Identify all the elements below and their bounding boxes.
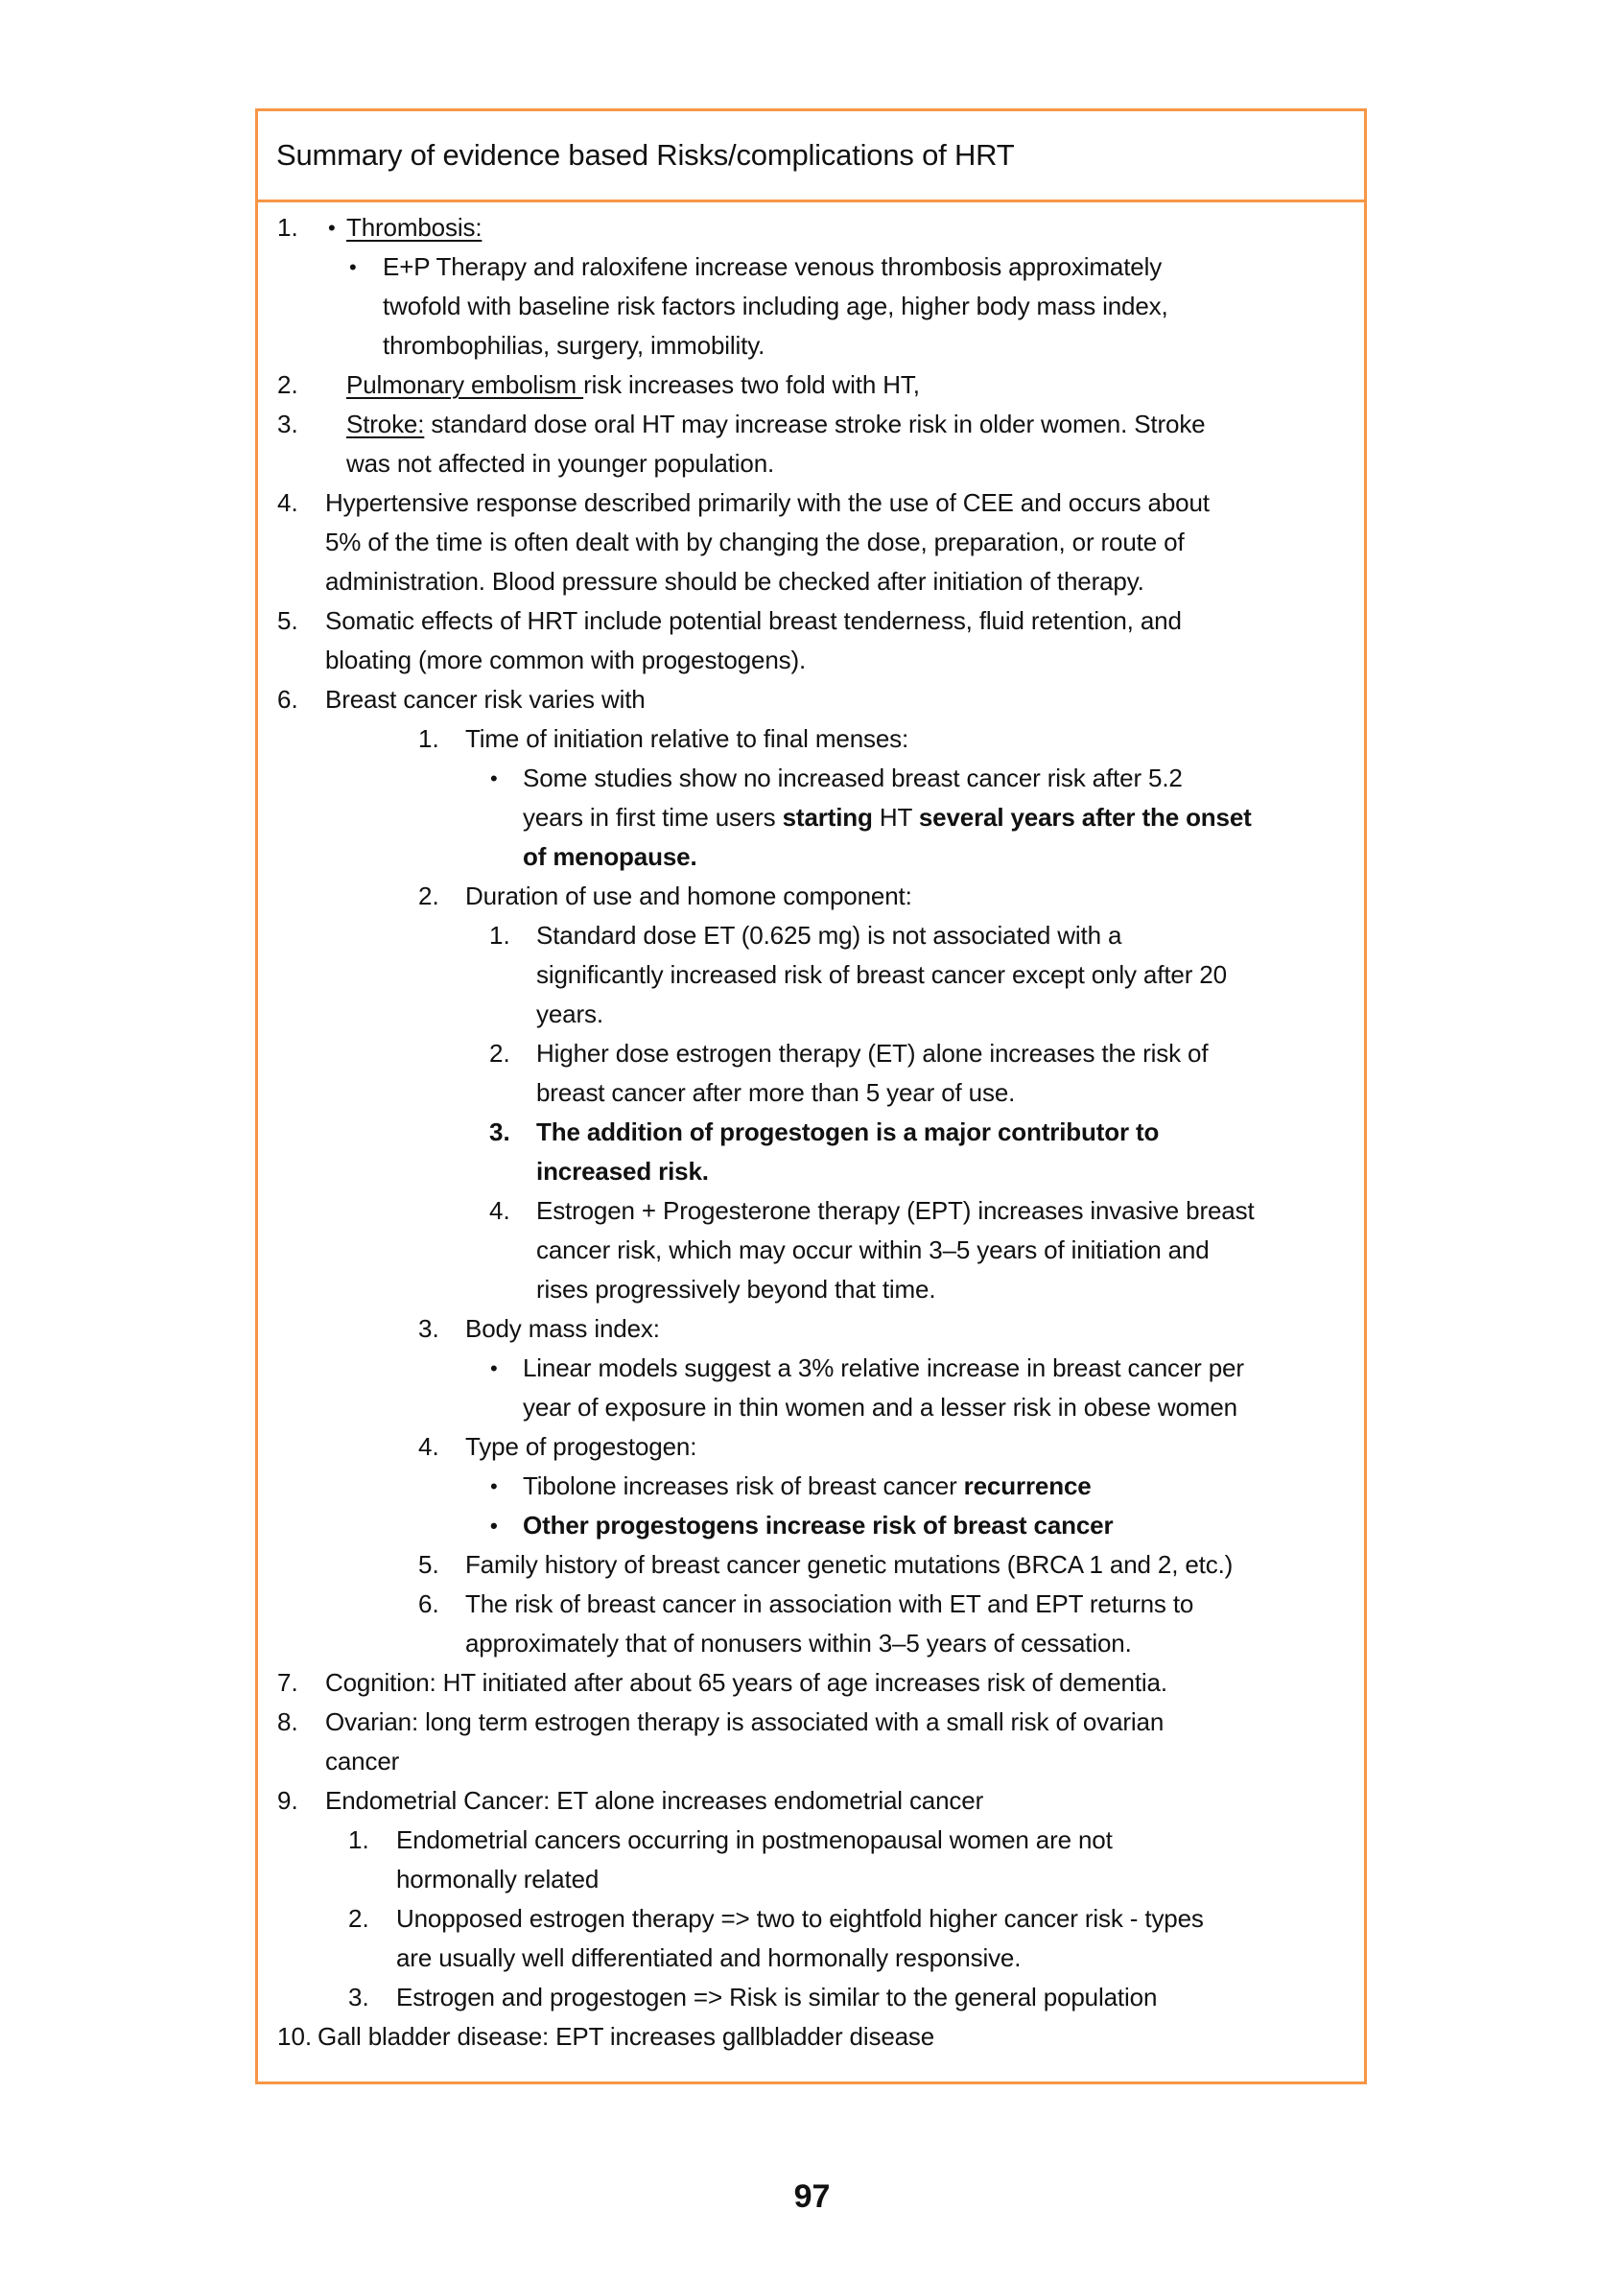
summary-box — [255, 108, 1367, 2084]
item-text: cancer — [325, 1747, 400, 1775]
item-heading: Stroke: — [346, 410, 425, 438]
item-text: rises progressively beyond that time. — [536, 1275, 936, 1304]
item-number: 3. — [348, 1983, 369, 2011]
bold-text-run: starting — [782, 803, 873, 832]
item-text — [523, 1467, 1092, 1506]
item-text: Estrogen + Progesterone therapy (EPT) increases invasive breast — [536, 1196, 1255, 1225]
bullet-icon: • — [349, 255, 357, 279]
item-heading: Thrombosis: — [346, 213, 482, 242]
item-text: years. — [536, 999, 603, 1028]
bullet-icon: • — [490, 1356, 498, 1380]
text-run: years in first time users — [523, 803, 783, 832]
item-text — [346, 405, 1205, 444]
bullet-icon: • — [490, 766, 498, 790]
item-text: are usually well differentiated and hormonally responsive. — [396, 1943, 1022, 1972]
item-number: 3. — [418, 1314, 439, 1343]
item-text: cancer risk, which may occur within 3–5 years of initiation and — [536, 1235, 1210, 1264]
item-text: thrombophilias, surgery, immobility. — [383, 331, 765, 360]
bullet-icon: • — [328, 216, 336, 240]
item-number: 1. — [418, 724, 439, 753]
item-text: Breast cancer risk varies with — [325, 685, 646, 714]
item-number: 4. — [277, 488, 298, 517]
item-number: 3. — [277, 410, 298, 438]
bullet-icon: • — [490, 1474, 498, 1498]
item-number: 8. — [277, 1707, 298, 1736]
item-number: 2. — [489, 1039, 510, 1068]
item-text: Gall bladder disease: EPT increases gallbladder disease — [318, 2022, 935, 2051]
item-text: Somatic effects of HRT include potential breast tenderness, fluid retention, and — [325, 606, 1182, 635]
item-text: significantly increased risk of breast cancer except only after 20 — [536, 960, 1227, 989]
item-text: hormonally related — [396, 1865, 600, 1893]
item-text: Time of initiation relative to final menses: — [465, 724, 909, 753]
bold-text-run: recurrence — [963, 1471, 1092, 1500]
document-title: Summary of evidence based Risks/complications of HRT — [276, 138, 1015, 172]
item-text: Duration of use and homone component: — [465, 882, 912, 910]
item-number: 5. — [418, 1550, 439, 1579]
item-text — [346, 365, 920, 405]
item-text — [523, 798, 1252, 837]
summary-header — [258, 111, 1364, 202]
text-run: HT — [872, 803, 919, 832]
text-run: Tibolone increases risk of breast cancer — [523, 1471, 964, 1500]
item-text: Standard dose ET (0.625 mg) is not associated with a — [536, 921, 1122, 950]
item-number: 2. — [277, 370, 298, 399]
item-number: 6. — [277, 685, 298, 714]
item-text: Ovarian: long term estrogen therapy is associated with a small risk of ovarian — [325, 1707, 1165, 1736]
item-text: administration. Blood pressure should be checked after initiation of therapy. — [325, 567, 1144, 596]
item-text: year of exposure in thin women and a lesser risk in obese women — [523, 1393, 1237, 1422]
item-text: Higher dose estrogen therapy (ET) alone increases the risk of — [536, 1039, 1209, 1068]
item-text: Endometrial cancers occurring in postmenopausal women are not — [396, 1825, 1113, 1854]
item-number: 10. — [277, 2022, 313, 2051]
bullet-icon: • — [490, 1514, 498, 1538]
item-text: twofold with baseline risk factors including age, higher body mass index, — [383, 292, 1168, 320]
item-rest: standard dose oral HT may increase stroke risk in older women. Stroke — [424, 410, 1206, 438]
item-text: Estrogen and progestogen => Risk is similar to the general population — [396, 1983, 1158, 2011]
item-number: 9. — [277, 1786, 298, 1815]
item-number: 7. — [277, 1668, 298, 1697]
item-text: Hypertensive response described primarily with the use of CEE and occurs about — [325, 488, 1210, 517]
item-number: 1. — [489, 921, 510, 950]
item-number: 1. — [348, 1825, 369, 1854]
item-text: Cognition: HT initiated after about 65 years of age increases risk of dementia. — [325, 1668, 1167, 1697]
item-number: 4. — [489, 1196, 510, 1225]
item-text: Endometrial Cancer: ET alone increases endometrial cancer — [325, 1786, 984, 1815]
bold-text-run: increased risk. — [536, 1157, 709, 1186]
item-number: 4. — [418, 1432, 439, 1461]
item-text: Unopposed estrogen therapy => two to eightfold higher cancer risk - types — [396, 1904, 1204, 1933]
item-number: 1. — [277, 213, 298, 242]
item-number: 6. — [418, 1589, 439, 1618]
item-text: Some studies show no increased breast cancer risk after 5.2 — [523, 764, 1183, 792]
item-text: E+P Therapy and raloxifene increase venous thrombosis approximately — [383, 252, 1163, 281]
item-heading: Pulmonary embolism — [346, 370, 584, 399]
item-number: 2. — [418, 882, 439, 910]
bold-text-run: The addition of progestogen is a major contributor to — [536, 1117, 1160, 1146]
bold-text-run: several years after the onset — [918, 803, 1252, 832]
item-number: 3. — [489, 1117, 510, 1146]
item-number: 5. — [277, 606, 298, 635]
item-text: 5% of the time is often dealt with by changing the dose, preparation, or route of — [325, 528, 1185, 556]
item-number: 2. — [348, 1904, 369, 1933]
item-text: Linear models suggest a 3% relative increase in breast cancer per — [523, 1353, 1244, 1382]
item-text: bloating (more common with progestogens). — [325, 646, 807, 674]
item-rest: risk increases two fold with HT, — [583, 370, 920, 399]
item-text: approximately that of nonusers within 3–5 years of cessation. — [465, 1629, 1132, 1658]
item-text: was not affected in younger population. — [346, 449, 775, 478]
item-text: The risk of breast cancer in association with ET and EPT returns to — [465, 1589, 1194, 1618]
item-text: Body mass index: — [465, 1314, 660, 1343]
bold-text-run: Other progestogens increase risk of breast cancer — [523, 1511, 1114, 1540]
page-number: 97 — [793, 2178, 831, 2215]
item-text: Family history of breast cancer genetic mutations (BRCA 1 and 2, etc.) — [465, 1550, 1234, 1579]
item-text: Type of progestogen: — [465, 1432, 697, 1461]
bold-text-run: of menopause. — [523, 842, 697, 871]
item-text: breast cancer after more than 5 year of use. — [536, 1078, 1016, 1107]
